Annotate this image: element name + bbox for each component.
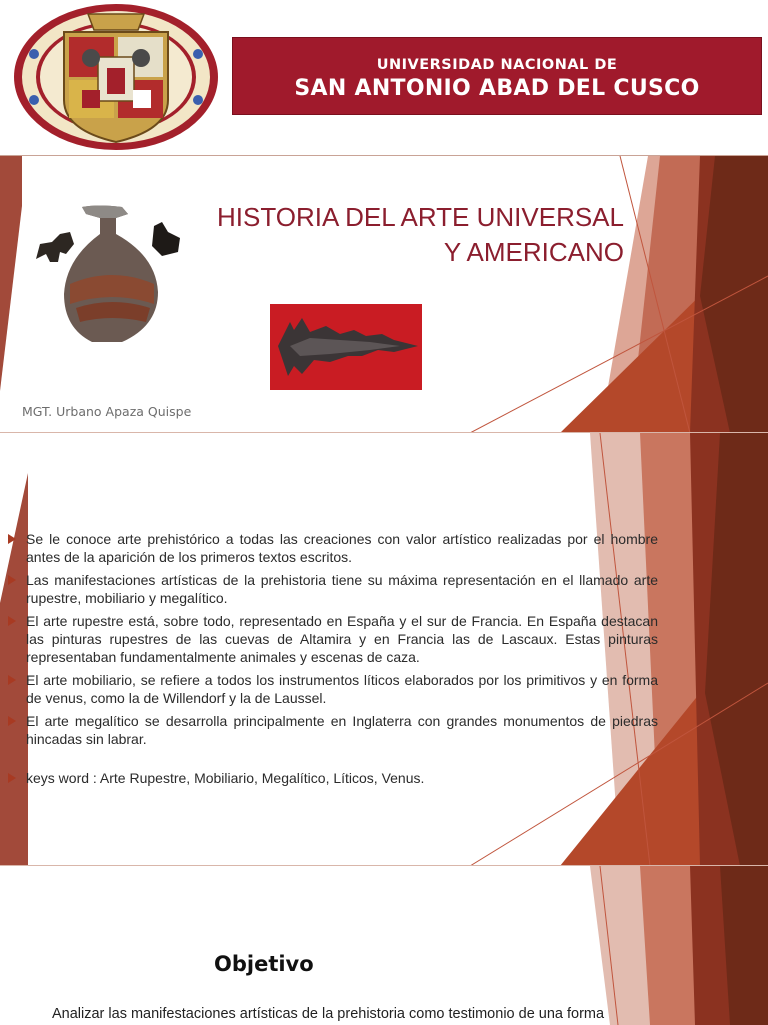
title-slide (0, 155, 768, 433)
content-slide (0, 432, 768, 866)
university-seal-icon (12, 2, 222, 152)
objective-text: Analizar las manifestaciones artísticas de la prehistoria como testimonio de una forma (52, 1006, 605, 1022)
slide-decoration (0, 866, 768, 1025)
objective-heading: Objetivo (214, 952, 314, 976)
list-item (8, 769, 658, 787)
slide-title: HISTORIA DEL ARTE UNIVERSAL Y AMERICANO (217, 202, 624, 267)
bullet-arrow-icon (8, 773, 16, 783)
list-item (8, 671, 658, 707)
bullet-arrow-icon (8, 575, 16, 585)
university-name-line1: UNIVERSIDAD NACIONAL DE (376, 57, 618, 73)
university-name-line2: SAN ANTONIO ABAD DEL CUSCO (294, 76, 700, 101)
list-item (8, 712, 658, 748)
keywords-text: keys word : Arte Rupestre, Mobiliario, Megalítico, Líticos, Venus. (26, 770, 425, 786)
ceramic-vessel-image (30, 204, 185, 349)
author-name: MGT. Urbano Apaza Quispe (22, 404, 192, 419)
bullet-text: El arte rupestre está, sobre todo, representado en España y el sur de Francia. En España destacan las pinturas rupestres de las cuevas de Altamira y en Francia las de Lascaux. Estas pinturas representaban fundamentalmente animales y escenas de caza. (26, 613, 658, 665)
bullet-text: El arte mobiliario, se refiere a todos los instrumentos líticos elaborados por los primitivos y en forma de venus, como la de Willendorf y la de Laussel. (26, 672, 658, 706)
list-item (8, 530, 658, 566)
document-header (0, 0, 768, 155)
university-banner (232, 37, 762, 115)
bullet-list (8, 530, 658, 792)
bullet-arrow-icon (8, 534, 16, 544)
list-item (8, 571, 658, 607)
bullet-text: El arte megalítico se desarrolla principalmente en Inglaterra con grandes monumentos de piedras hincadas sin labrar. (26, 713, 658, 747)
bullet-arrow-icon (8, 716, 16, 726)
objective-slide (0, 865, 768, 1025)
list-item (8, 612, 658, 666)
bullet-text: Las manifestaciones artísticas de la prehistoria tiene su máxima representación en el llamado arte rupestre, mobiliario y megalítico. (26, 572, 658, 606)
bullet-arrow-icon (8, 675, 16, 685)
lithic-arrowhead-image (270, 304, 422, 390)
bullet-arrow-icon (8, 616, 16, 626)
bullet-text: Se le conoce arte prehistórico a todas las creaciones con valor artístico realizadas por el hombre antes de la aparición de los primeros textos escritos. (26, 531, 658, 565)
